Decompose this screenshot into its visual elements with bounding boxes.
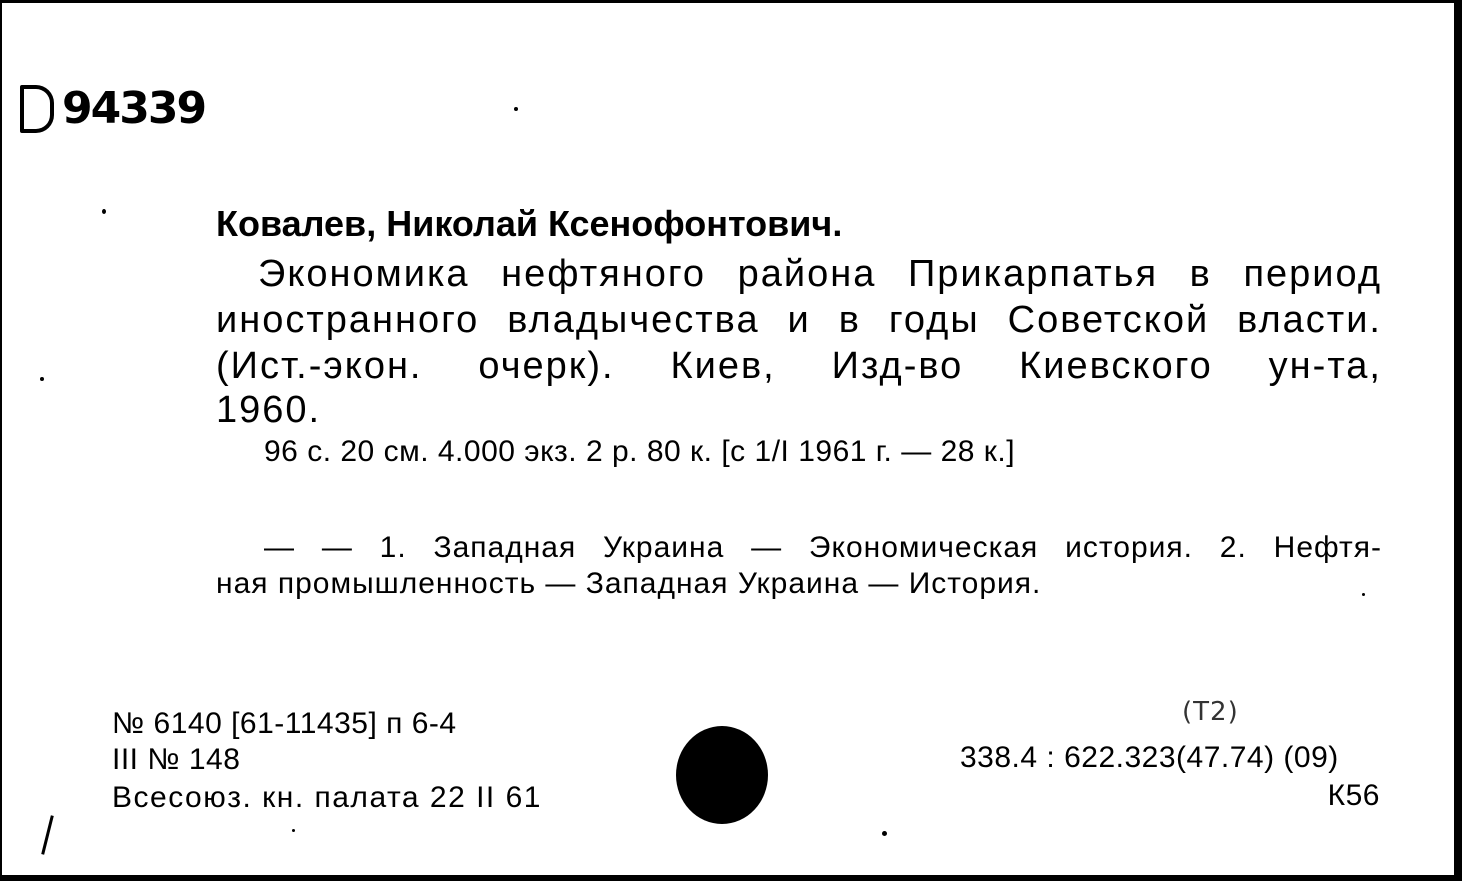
classification-number: 338.4 : 622.323(47.74) (09) [960,741,1339,774]
pencil-mark [41,815,54,855]
catalog-card [2,3,1458,875]
subject-line-2: ная промышленность — Западная Украина — История. [216,567,1042,600]
title-line-1: Экономика нефтяного района Прикарпатья в период [258,253,1382,295]
author-heading: Ковалев, Николай Ксенофонтович. [216,203,843,244]
footer-print-number: III № 148 [112,743,241,776]
author-code: К56 [1327,779,1380,812]
title-line-3: (Ист.-экон. очерк). Киев, Изд-во Киевского ун-та, [216,345,1382,387]
punch-hole [676,726,768,824]
speck [882,831,887,836]
speck [1362,593,1365,596]
call-number [20,83,205,134]
title-line-2: иностранного владычества и в годы Советской власти. [216,299,1382,341]
handwritten-annotation: (Т2) [1182,697,1239,727]
call-number-value: 94339 [62,83,206,134]
call-prefix-box [20,85,54,133]
title-line-4: 1960. [216,389,322,431]
speck [102,209,106,214]
speck [514,107,518,111]
speck [292,829,295,832]
footer-publisher: Всесоюз. кн. палата 22 II 61 [112,781,542,814]
footer-order-number: № 6140 [61-11435] п 6-4 [112,707,457,740]
collation: 96 с. 20 см. 4.000 экз. 2 р. 80 к. [с 1/I 1961 г. — 28 к.] [264,435,1016,468]
speck [40,377,44,381]
subject-line-1: — — 1. Западная Украина — Экономическая история. 2. Нефтя- [264,531,1382,564]
